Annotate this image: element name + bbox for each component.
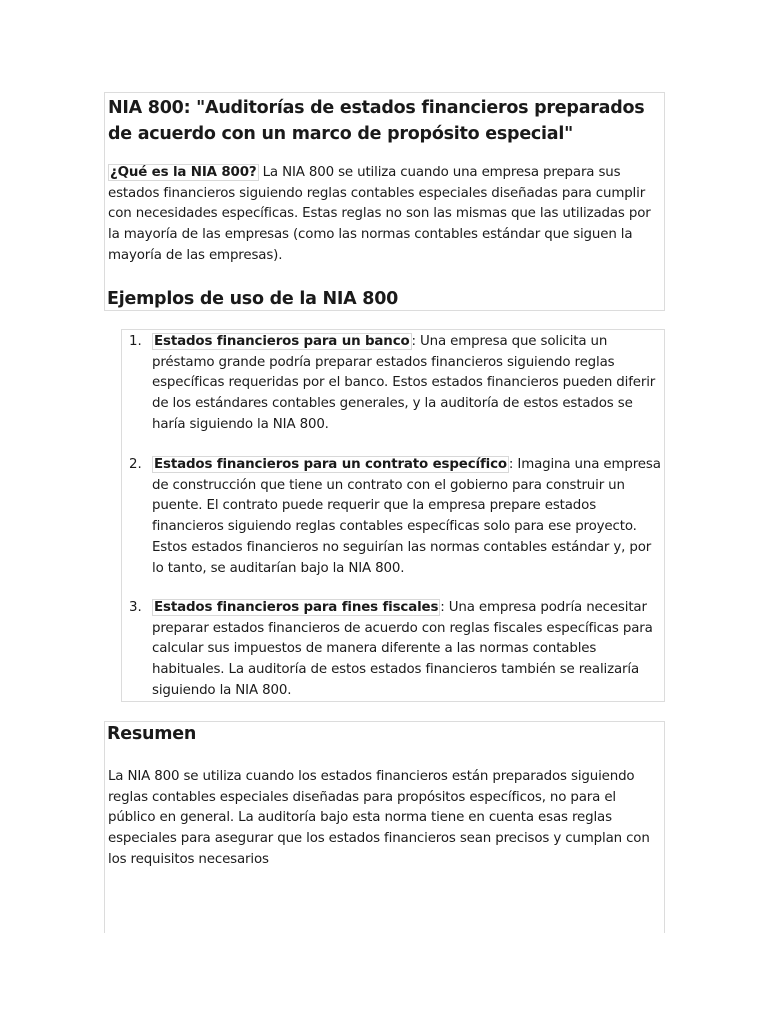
list-item-description: : Una empresa podría necesitar preparar estados financieros de acuerdo con reglas fiscales específicas para calcular sus impuestos de manera diferente a las normas contables habituales. La auditoría de estos estados financieros también se realizaría siguiendo la NIA 800. <box>152 600 653 698</box>
list-item-number: 1. <box>129 334 142 349</box>
list-item-label: Estados financieros para fines fiscales <box>154 600 439 615</box>
question-label: ¿Qué es la NIA 800? <box>110 165 257 180</box>
question-text: La NIA 800 se utiliza cuando una empresa prepara sus estados financieros siguiendo reglas contables especiales diseñadas para cumplir con necesidades específicas. Estas reglas no son las mismas que las utilizadas por la mayoría de las empresas (como las normas contables estándar que siguen la mayoría de las empresas). <box>108 165 651 263</box>
list-item-number: 2. <box>129 457 142 472</box>
summary-paragraph: La NIA 800 se utiliza cuando los estados financieros están preparados siguiendo reglas contables especiales diseñadas para propósitos específicos, no para el público en general. La auditoría bajo esta norma tiene en cuenta esas reglas especiales para asegurar que los estados financieros sean precisos y cumplan con los requisitos necesarios <box>108 769 650 867</box>
list-item-label: Estados financieros para un contrato específico <box>154 457 507 472</box>
intro-section <box>104 92 665 311</box>
summary-heading: Resumen <box>107 724 197 744</box>
examples-list <box>121 329 665 702</box>
intro-paragraph <box>108 163 664 267</box>
list-item-number: 3. <box>129 600 142 615</box>
list-item-text <box>152 598 662 702</box>
list-item-label: Estados financieros para un banco <box>154 334 410 349</box>
list-item-text <box>152 455 662 579</box>
list-item-text <box>152 332 662 436</box>
examples-heading: Ejemplos de uso de la NIA 800 <box>107 289 399 309</box>
list-item-description: : Imagina una empresa de construcción que tiene un contrato con el gobierno para construir un puente. El contrato puede requerir que la empresa prepare estados financieros siguiendo reglas contables específicas solo para ese proyecto. Estos estados financieros no seguirían las normas contables estándar y, por lo tanto, se auditarían bajo la NIA 800. <box>152 457 661 576</box>
summary-section <box>104 721 665 933</box>
page-title: NIA 800: "Auditorías de estados financieros preparados de acuerdo con un marco de propósito especial" <box>108 98 645 144</box>
list-item-description: : Una empresa que solicita un préstamo grande podría preparar estados financieros siguiendo reglas específicas requeridas por el banco. Estos estados financieros pueden diferir de los estándares contables generales, y la auditoría de estos estados se haría siguiendo la NIA 800. <box>152 334 656 432</box>
